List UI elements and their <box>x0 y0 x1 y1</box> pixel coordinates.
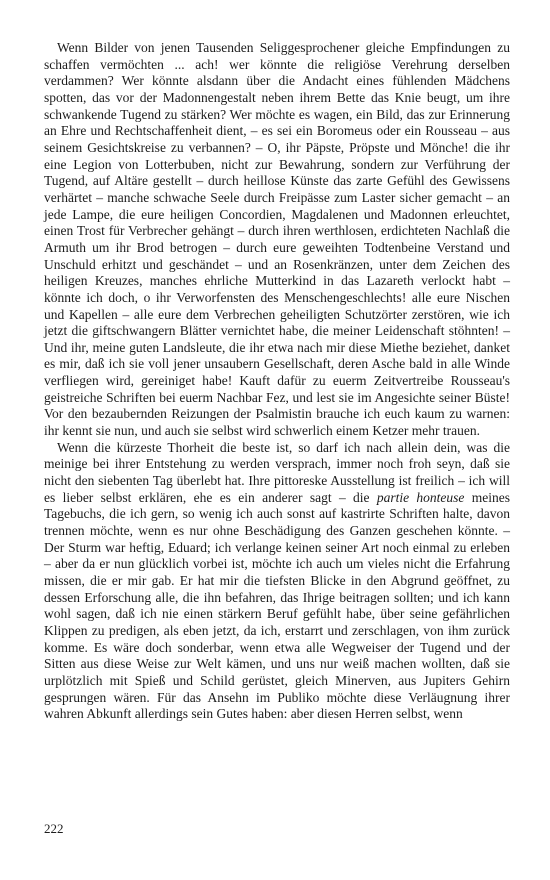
body-text <box>44 40 510 723</box>
text-run: Wenn die kürzeste Thorheit die beste ist, so darf ich nach allein dein, was die meinige bei ihrer Entstehung zu werden versprach, immer noch froh seyn, daß sie nicht den siebenten Tag überlebt hat. Ihre pittoreske Ausstellung ist freilich – ich will es lieber selbst erklären, ehe es ein anderer sagt – die <box>44 439 510 505</box>
text-run: meines Tagebuchs, die ich gern, so wenig ich auch sonst auf kastrirte Schriften halte, davon trennen möchte, wenn es nur ohne Beschädigung des Ganzen geschehen könnte. – Der Sturm war heftig, Eduard; ich verlange keinen seiner Art noch einmal zu erleben – aber da er nun glücklich vorbei ist, möchte ich auch um vieles nicht die Erfahrung missen, die er mir gab. Er hat mir die tiefsten Blicke in den Abgrund geöffnet, zu dessen Erforschung alle, die ihn befahren, das Ihrige beitragen sollten; und ich kann wohl sagen, daß ich nie einen stärkern Beruf gefühlt habe, über seine gefährlichen Klippen zu predigen, als eben jetzt, da ich, erstarrt und zerschlagen, von ihm zurück komme. Es wäre doch sonderbar, wenn etwa alle Wegweiser der Tugend und der Sitten aus diese Weise zur Welt kämen, und uns nur weiß machen wollten, daß sie urplötzlich mit Spieß und Schild gerüstet, gleich Minerven, aus Jupiters Gehirn gesprungen wären. Für das Ansehn im Publiko möchte diese Verläugnung ihrer wahren Abkunft allerdings sein Gutes haben: aber diesen Herren selbst, wenn <box>44 489 510 722</box>
text-run: Wenn Bilder von jenen Tausenden Seliggesprochener gleiche Empfindungen zu schaffen vermöchten ... ach! wer könnte die religiöse Verehrung derselben verdammen? Wer könnte alsdann über die Andacht eines fühlenden Mädchens spotten, das vor der Madonnengestalt neben ihrem Bette das Knie beugt, um ihre schwankende Tugend zu stärken? Wer möchte es wagen, ein Bild, das zur Erinnerung an Ehre und Rechtschaffenheit dient, – es sei ein Boromeus oder ein Rousseau – aus seinem Gesichtskreise zu verbannen? – O, ihr Päpste, Pröpste und Mönche! die ihr eine Legion von Lotterbuben, nicht zur Bewahrung, sondern zur Verführung der Tugend, auf Altäre gestellt – durch heillose Künste das zarte Gefühl des Gewissens verhärtet – manche schwache Seele durch Freipässe zum Laster sicher gemacht – an jede Lampe, die eure heiligen Concordien, Magdalenen und Madonnen erleuchtet, einen Trost für Verbrecher gehängt – durch ihren werthlosen, erdichteten Nachlaß die Armuth um ihr Brod betrogen – durch eure geweihten Todtenbeine Verstand und Unschuld erhitzt und geschändet – und an Rosenkränzen, unter dem Zeichen des heiligen Kreuzes, manches ehrliche Mutterkind in das Lazareth verlockt habt – könnte ich doch, o ihr Verworfensten des Menschengeschlechts! alle eure Nischen und Kapellen – alle eure dem Verbrechen geheiligten Schutzörter zerstören, wie ich jetzt die giftschwangern Blätter vernichtet habe, die meiner Leidenschaft stöhnten! – Und ihr, meine guten Landsleute, die ihr etwa nach mir diese Miethe beziehet, danket es mir, daß ich sie voll jener unsaubern Gesellschaft, deren Asche bald in alle Winde verfliegen wird, gereiniget habe! Kauft dafür zu euerm Zeitvertreibe Rousseau's geistreiche Schriften bei euerm Nachbar Fez, und lest sie im Angesichte seiner Büste! Vor den bezaubernden Reizungen der Psalmistin brauche ich euch kaum zu warnen: ihr kennt sie nun, und auch sie selbst wird schwerlich einem Ketzer mehr trauen. <box>44 40 510 439</box>
paragraph-1 <box>44 40 510 440</box>
paragraph-2 <box>44 440 510 723</box>
italic-phrase: partie honteuse <box>376 489 465 505</box>
page-number: 222 <box>44 821 64 836</box>
